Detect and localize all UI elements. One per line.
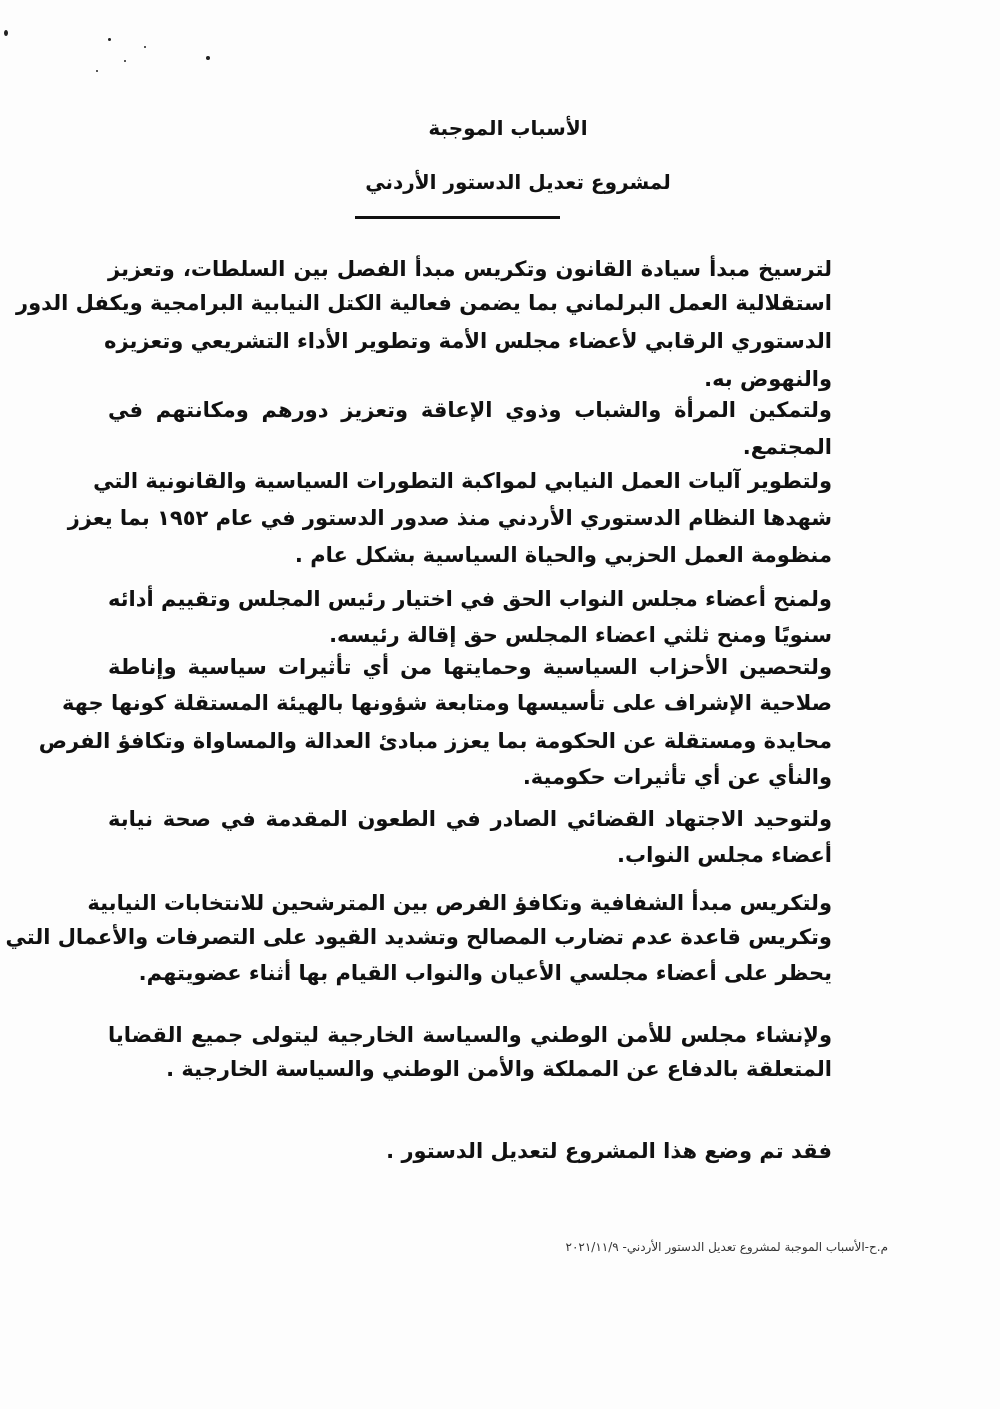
body-line: محايدة ومستقلة عن الحكومة بما يعزز مبادئ العدالة والمساواة وتكافؤ الفرص xyxy=(38,729,832,753)
body-line: ولإنشاء مجلس للأمن الوطني والسياسة الخارجية ليتولى جميع القضايا xyxy=(108,1023,832,1047)
body-line: وتكريس قاعدة عدم تضارب المصالح وتشديد القيود على التصرفات والأعمال التي xyxy=(5,925,832,949)
body-line: سنويًا ومنح ثلثي اعضاء المجلس حق إقالة رئيسه. xyxy=(329,623,832,647)
title-underline xyxy=(355,216,560,219)
document-footer: م.ح-الأسباب الموجبة لمشروع تعديل الدستور الأردني- ٢٠٢١/١١/٩ xyxy=(565,1240,888,1254)
body-line: يحظر على أعضاء مجلسي الأعيان والنواب القيام بها أثناء عضويتهم. xyxy=(138,961,832,985)
body-line: ولتمكين المرأة والشباب وذوي الإعاقة وتعزيز دورهم ومكانتهم في xyxy=(108,398,832,422)
scan-speck xyxy=(4,30,8,36)
scan-speck xyxy=(108,38,111,41)
body-line: المتعلقة بالدفاع عن المملكة والأمن الوطني والسياسة الخارجية . xyxy=(166,1057,832,1081)
body-line: أعضاء مجلس النواب. xyxy=(617,843,832,867)
body-line: والنأي عن أي تأثيرات حكومية. xyxy=(522,765,832,789)
scan-speck xyxy=(144,46,146,48)
body-line: المجتمع. xyxy=(742,435,832,459)
body-line: شهدها النظام الدستوري الأردني منذ صدور الدستور في عام ١٩٥٢ بما يعزز xyxy=(67,506,832,530)
body-line: ولتكريس مبدأ الشفافية وتكافؤ الفرص بين المترشحين للانتخابات النيابية xyxy=(87,891,832,915)
document-subtitle: لمشروع تعديل الدستور الأردني xyxy=(365,170,671,194)
document-title: الأسباب الموجبة xyxy=(428,116,588,140)
scan-speck xyxy=(206,56,210,60)
closing-line: فقد تم وضع هذا المشروع لتعديل الدستور . xyxy=(386,1139,832,1163)
body-line: ولتطوير آليات العمل النيابي لمواكبة التطورات السياسية والقانونية التي xyxy=(93,469,832,493)
body-line: منظومة العمل الحزبي والحياة السياسية بشكل عام . xyxy=(294,543,832,567)
body-line: لترسيخ مبدأ سيادة القانون وتكريس مبدأ الفصل بين السلطات، وتعزيز xyxy=(108,257,832,281)
body-line: استقلالية العمل البرلماني بما يضمن فعالية الكتل النيابية البرامجية ويكفل الدور xyxy=(16,291,832,315)
body-line: والنهوض به. xyxy=(704,367,832,391)
scan-speck xyxy=(96,70,98,72)
body-line: الدستوري الرقابي لأعضاء مجلس الأمة وتطوير الأداء التشريعي وتعزيزه xyxy=(104,329,832,353)
body-line: صلاحية الإشراف على تأسيسها ومتابعة شؤونها بالهيئة المستقلة كونها جهة xyxy=(61,691,832,715)
scan-speck xyxy=(124,60,126,62)
body-line: ولتحصين الأحزاب السياسية وحمايتها من أي تأثيرات سياسية وإناطة xyxy=(108,655,832,679)
body-line: ولمنح أعضاء مجلس النواب الحق في اختيار رئيس المجلس وتقييم أدائه xyxy=(107,587,832,611)
body-line: ولتوحيد الاجتهاد القضائي الصادر في الطعون المقدمة في صحة نيابة xyxy=(108,807,832,831)
